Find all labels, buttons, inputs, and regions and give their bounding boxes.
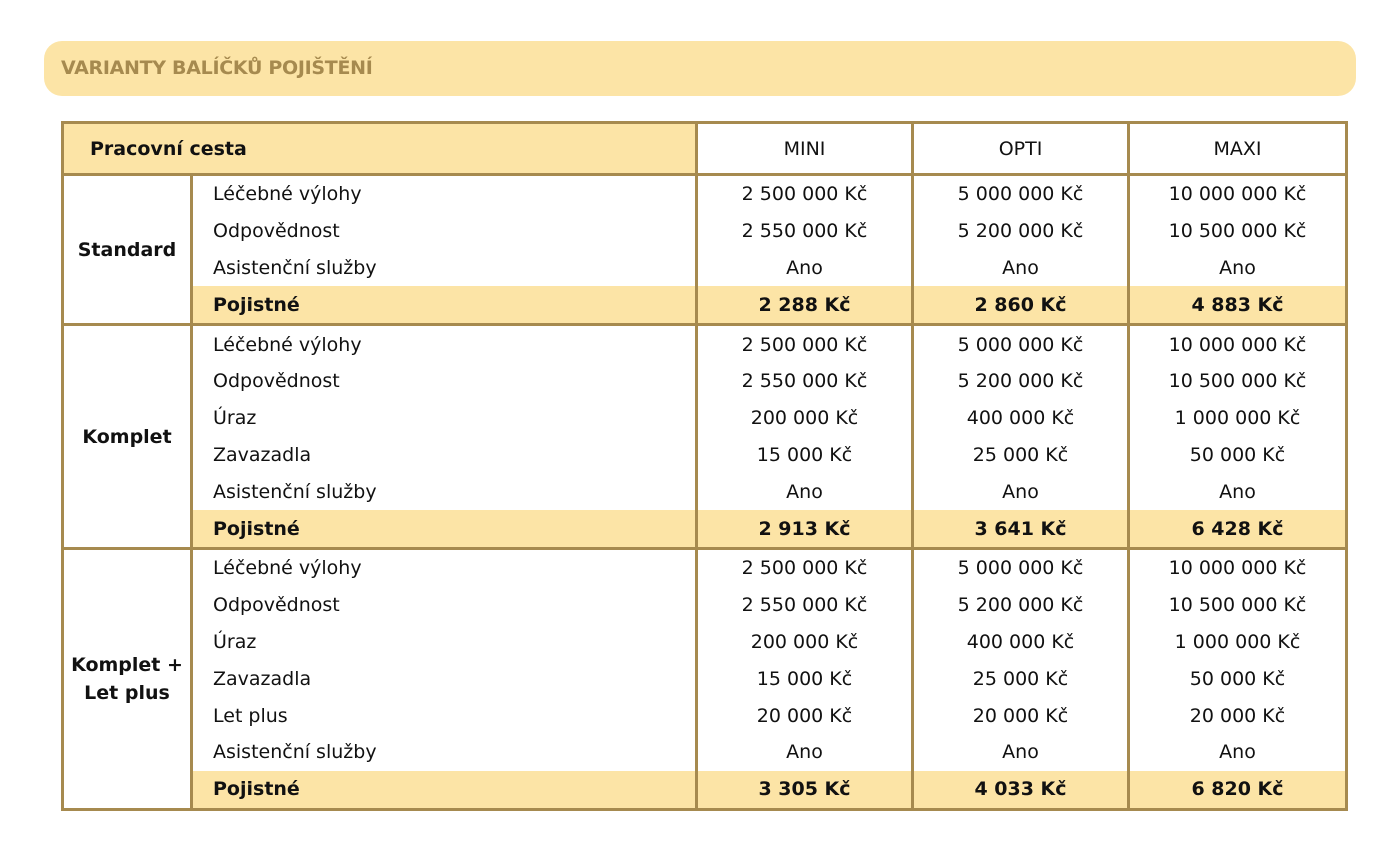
cell-mini: 2 500 000 Kč <box>697 548 913 586</box>
cell-opti: 5 000 000 Kč <box>913 175 1129 213</box>
row-label: Zavazadla <box>213 443 312 466</box>
cell-maxi: Ano <box>1129 250 1347 287</box>
premium-opti: 4 033 Kč <box>913 771 1129 809</box>
title-banner <box>44 41 1356 96</box>
cell-mini: 200 000 Kč <box>697 400 913 437</box>
cell-opti: 25 000 Kč <box>913 437 1129 474</box>
row-label: Úraz <box>213 407 257 430</box>
column-header-opti: OPTI <box>913 123 1129 175</box>
group-label-komplet: Komplet <box>63 325 192 549</box>
premium-label: Pojistné <box>192 510 697 548</box>
table-row <box>63 175 1347 213</box>
table-row <box>63 363 1347 400</box>
cell-opti: 5 000 000 Kč <box>913 548 1129 586</box>
cell-opti: 5 200 000 Kč <box>913 213 1129 250</box>
premium-label: Pojistné <box>192 771 697 809</box>
premium-mini: 2 288 Kč <box>697 286 913 324</box>
row-label: Asistenční služby <box>213 480 377 503</box>
cell-mini: Ano <box>697 734 913 771</box>
premium-mini: 3 305 Kč <box>697 771 913 809</box>
premium-label: Pojistné <box>192 286 697 324</box>
premium-maxi: 6 820 Kč <box>1129 771 1347 809</box>
cell-maxi: 50 000 Kč <box>1129 437 1347 474</box>
cell-maxi: 50 000 Kč <box>1129 660 1347 697</box>
premium-opti: 3 641 Kč <box>913 510 1129 548</box>
cell-opti: Ano <box>913 473 1129 510</box>
cell-mini: 15 000 Kč <box>697 437 913 474</box>
row-label: Odpovědnost <box>213 370 340 393</box>
table-row <box>63 548 1347 586</box>
cell-maxi: Ano <box>1129 473 1347 510</box>
cell-opti: 5 200 000 Kč <box>913 363 1129 400</box>
row-label: Léčebné výlohy <box>213 333 362 356</box>
column-header-mini: MINI <box>697 123 913 175</box>
table-row <box>63 734 1347 771</box>
table-header-row <box>63 123 1347 175</box>
insurance-variants-table <box>61 121 1348 811</box>
cell-mini: Ano <box>697 250 913 287</box>
group-label-standard: Standard <box>63 175 192 325</box>
cell-mini: 2 500 000 Kč <box>697 325 913 363</box>
column-header-maxi: MAXI <box>1129 123 1347 175</box>
premium-row <box>63 510 1347 548</box>
header-label: Pracovní cesta <box>63 123 697 175</box>
cell-maxi: 1 000 000 Kč <box>1129 400 1347 437</box>
row-label: Léčebné výlohy <box>213 183 362 206</box>
row-label: Léčebné výlohy <box>213 557 362 580</box>
table-row <box>63 437 1347 474</box>
cell-maxi: Ano <box>1129 734 1347 771</box>
cell-mini: 200 000 Kč <box>697 624 913 661</box>
cell-opti: Ano <box>913 250 1129 287</box>
cell-opti: 5 000 000 Kč <box>913 325 1129 363</box>
cell-mini: Ano <box>697 473 913 510</box>
cell-mini: 2 550 000 Kč <box>697 363 913 400</box>
row-label: Zavazadla <box>213 667 312 690</box>
cell-maxi: 10 000 000 Kč <box>1129 175 1347 213</box>
table-row <box>63 473 1347 510</box>
row-label: Odpovědnost <box>213 594 340 617</box>
group-label-komplet-let-plus <box>63 548 192 809</box>
table-row <box>63 624 1347 661</box>
premium-opti: 2 860 Kč <box>913 286 1129 324</box>
table-row <box>63 587 1347 624</box>
cell-maxi: 10 500 000 Kč <box>1129 213 1347 250</box>
cell-opti: 5 200 000 Kč <box>913 587 1129 624</box>
table-row <box>63 697 1347 734</box>
cell-mini: 15 000 Kč <box>697 660 913 697</box>
premium-mini: 2 913 Kč <box>697 510 913 548</box>
premium-row <box>63 771 1347 809</box>
premium-maxi: 6 428 Kč <box>1129 510 1347 548</box>
cell-opti: 400 000 Kč <box>913 400 1129 437</box>
row-label: Let plus <box>213 704 288 727</box>
row-label: Odpovědnost <box>213 220 340 243</box>
table-row <box>63 660 1347 697</box>
premium-row <box>63 286 1347 324</box>
cell-maxi: 20 000 Kč <box>1129 697 1347 734</box>
cell-mini: 2 500 000 Kč <box>697 175 913 213</box>
table-row <box>63 400 1347 437</box>
cell-maxi: 10 500 000 Kč <box>1129 363 1347 400</box>
premium-maxi: 4 883 Kč <box>1129 286 1347 324</box>
table-row <box>63 213 1347 250</box>
row-label: Úraz <box>213 630 257 653</box>
cell-maxi: 10 000 000 Kč <box>1129 325 1347 363</box>
cell-maxi: 10 500 000 Kč <box>1129 587 1347 624</box>
row-label: Asistenční služby <box>213 256 377 279</box>
page-title: VARIANTY BALÍČKŮ POJIŠTĚNÍ <box>61 57 373 79</box>
group-label-line: Komplet + <box>71 653 183 676</box>
cell-mini: 2 550 000 Kč <box>697 213 913 250</box>
row-label: Asistenční služby <box>213 741 377 764</box>
cell-opti: Ano <box>913 734 1129 771</box>
group-label-line: Let plus <box>84 681 170 704</box>
cell-mini: 20 000 Kč <box>697 697 913 734</box>
cell-opti: 20 000 Kč <box>913 697 1129 734</box>
table-row <box>63 325 1347 363</box>
cell-maxi: 1 000 000 Kč <box>1129 624 1347 661</box>
cell-maxi: 10 000 000 Kč <box>1129 548 1347 586</box>
table-row <box>63 250 1347 287</box>
cell-opti: 400 000 Kč <box>913 624 1129 661</box>
cell-mini: 2 550 000 Kč <box>697 587 913 624</box>
cell-opti: 25 000 Kč <box>913 660 1129 697</box>
